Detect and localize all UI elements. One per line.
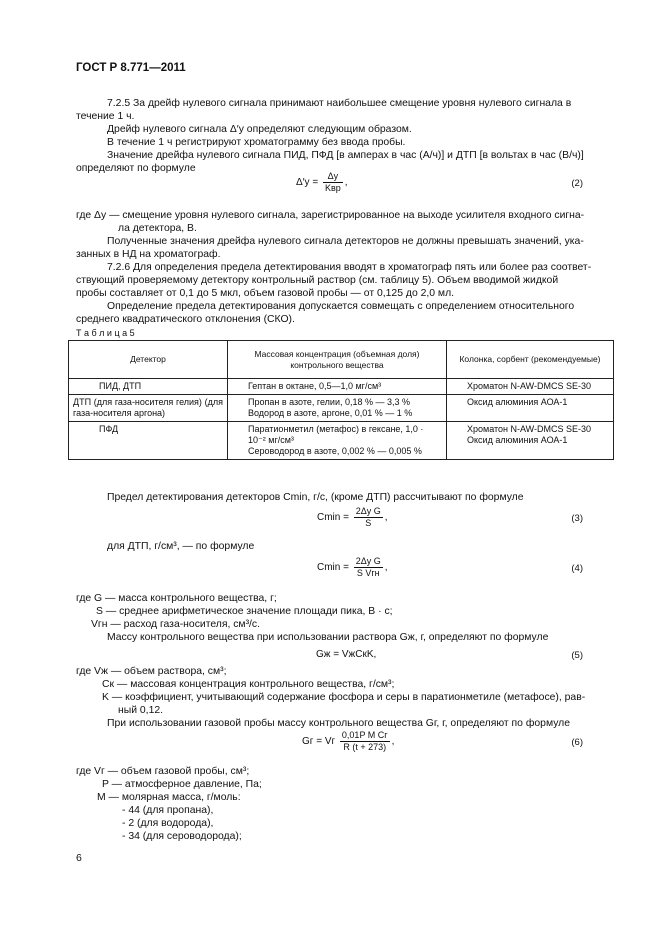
equation-4: Cmin = $\frac{\text{2Δy G}}{\text{S Vгн}}$ , [317, 556, 388, 578]
equation-4-denominator: S Vгн [356, 568, 380, 578]
definition-line: K — коэффициент, учитывающий содержание фосфора и серы в паратионметиле (метафосе), рав- [102, 692, 586, 703]
paragraph-line: среднего квадратического отклонения (СКО). [76, 314, 295, 325]
paragraph-line: течение 1 ч. [76, 111, 135, 122]
paragraph-line: При использовании газовой пробы массу контрольного вещества Gг, г, определяют по формуле [107, 718, 571, 729]
equation-3: Cmin = $\frac{\text{2Δy G}}{S}$ , [317, 506, 388, 528]
equation-5: Gж = VжCкK, [316, 649, 377, 660]
definition-line: где Vг — объем газовой пробы, см³; [76, 766, 250, 777]
paragraph-line: Полученные значения дрейфа нулевого сигнала детекторов не должны превышать значений, ука- [107, 236, 584, 247]
cell-line: Водород в азоте, аргоне, 0,01 % — 1 % [248, 408, 413, 418]
table-5 [68, 340, 614, 460]
definition-line: ла детектора, В. [118, 223, 197, 234]
paragraph-line: Дрейф нулевого сигнала Δ′y определяют следующим образом. [107, 124, 412, 135]
equation-6-lhs: Gг = Vг [302, 736, 336, 748]
table-row [69, 395, 614, 422]
column-header: Детектор [69, 341, 228, 379]
list-item: - 44 (для пропана), [122, 805, 214, 816]
table-cell [228, 422, 447, 460]
table-cell: ПИД, ДТП [69, 379, 228, 395]
table-cell [228, 395, 447, 422]
paragraph-line: определяют по формуле [76, 163, 196, 174]
cell-line: Хроматон N-AW-DMCS SE-30 [467, 424, 592, 434]
paragraph-line: пробы составляет от 0,1 до 5 мкл, объем газовой пробы — от 0,125 до 2,0 мл. [76, 288, 455, 299]
paragraph-line: Значение дрейфа нулевого сигнала ПИД, ПФД [в амперах в час (А/ч)] и ДТП [в вольтах в час (В/ч)] [107, 150, 584, 161]
paragraph-line: 7.2.6 Для определения предела детектирования вводят в хроматограф пять или более раз соответ- [107, 262, 592, 273]
equation-number: (5) [571, 650, 583, 661]
cell-line: Пропан в азоте, гелии, 0,18 % — 3,3 % [248, 397, 411, 407]
equation-2-numerator: Δy [323, 171, 343, 183]
equation-2: Δ′y = $\frac{\Delta y}{\text{Kвр}}$ , [296, 171, 348, 193]
definition-line: ный 0,12. [118, 705, 164, 716]
table-cell: ПФД [69, 422, 228, 460]
column-header: Колонка, сорбент (рекомендуемые) [447, 341, 614, 379]
table-header-row [69, 341, 614, 379]
definition-line: M — молярная масса, г/моль: [97, 792, 241, 803]
table-cell: Гептан в октане, 0,5—1,0 мг/см³ [228, 379, 447, 395]
equation-number: (2) [571, 178, 583, 189]
definition-line: Cк — массовая концентрация контрольного вещества, г/см³; [102, 679, 395, 690]
equation-3-denominator: S [365, 518, 372, 528]
cell-line: Оксид алюминия АОА-1 [467, 435, 568, 445]
cell-line: Сероводород в азоте, 0,002 % — 0,005 % [248, 446, 422, 456]
equation-3-lhs: Cmin = [317, 512, 349, 524]
paragraph-line: Массу контрольного вещества при использовании раствора Gж, г, определяют по формуле [107, 632, 549, 643]
table-cell [447, 422, 614, 460]
equation-4-numerator: 2Δy G [355, 556, 381, 566]
equation-2-denominator: Kвр [324, 183, 341, 193]
paragraph-line: 7.2.5 За дрейф нулевого сигнала принимают наибольшее смещение уровня нулевого сигнала в [107, 98, 572, 109]
table-cell: Оксид алюминия АОА-1 [447, 395, 614, 422]
equation-6-denominator: R (t + 273) [343, 742, 387, 752]
table-cell: ДТП (для газа-носителя гелия) (для газа-носителя аргона) [69, 395, 228, 422]
table-caption: Т а б л и ц а 5 [76, 328, 135, 338]
document-header: ГОСТ Р 8.771—2011 [76, 62, 186, 74]
equation-6: Gг = Vг $\frac{\text{0,01P M Cг}}{R (t + 273)}$ , [302, 730, 395, 752]
equation-3-numerator: 2Δy G [355, 506, 381, 516]
equation-2-lhs: Δ′y = [296, 177, 319, 189]
paragraph-line: занных в НД на хроматограф. [76, 249, 221, 260]
definition-line: S — среднее арифметическое значение площади пика, В · с; [96, 606, 393, 617]
paragraph-line: Определение предела детектирования допускается совмещать с определением относительного [107, 301, 575, 312]
equation-4-lhs: Cmin = [317, 562, 349, 574]
table-cell: Хроматон N-AW-DMCS SE-30 [447, 379, 614, 395]
definition-line: Vгн — расход газа-носителя, см³/с. [91, 619, 261, 630]
paragraph-line: ствующий проверяемому детектору контрольный раствор (см. таблицу 5). Объем вводимой жидкой [76, 275, 559, 286]
equation-number: (6) [571, 737, 583, 748]
table-row [69, 379, 614, 395]
equation-6-numerator: 0,01P M Cг [341, 730, 388, 740]
page-number: 6 [76, 852, 82, 864]
equation-number: (4) [571, 563, 583, 574]
equation-number: (3) [571, 513, 583, 524]
paragraph-line: для ДТП, г/см³, — по формуле [107, 541, 255, 552]
definition-line: P — атмосферное давление, Па; [102, 779, 262, 790]
definition-line: где Δy — смещение уровня нулевого сигнала, зарегистрированное на выходе усилителя входного сигна- [76, 210, 585, 221]
paragraph-line: В течение 1 ч регистрируют хроматограмму без ввода пробы. [107, 137, 406, 148]
definition-line: где G — масса контрольного вещества, г; [76, 593, 277, 604]
table-row [69, 422, 614, 460]
column-header: Массовая концентрация (объемная доля) контрольного вещества [228, 341, 447, 379]
list-item: - 2 (для водорода), [122, 818, 214, 829]
paragraph-line: Предел детектирования детекторов Cmin, г/с, (кроме ДТП) рассчитывают по формуле [107, 492, 524, 503]
list-item: - 34 (для сероводорода); [122, 831, 242, 842]
definition-line: где Vж — объем раствора, см³; [76, 666, 227, 677]
cell-line: Паратионметил (метафос) в гексане, 1,0 · 10⁻² мг/см³ [248, 424, 424, 445]
